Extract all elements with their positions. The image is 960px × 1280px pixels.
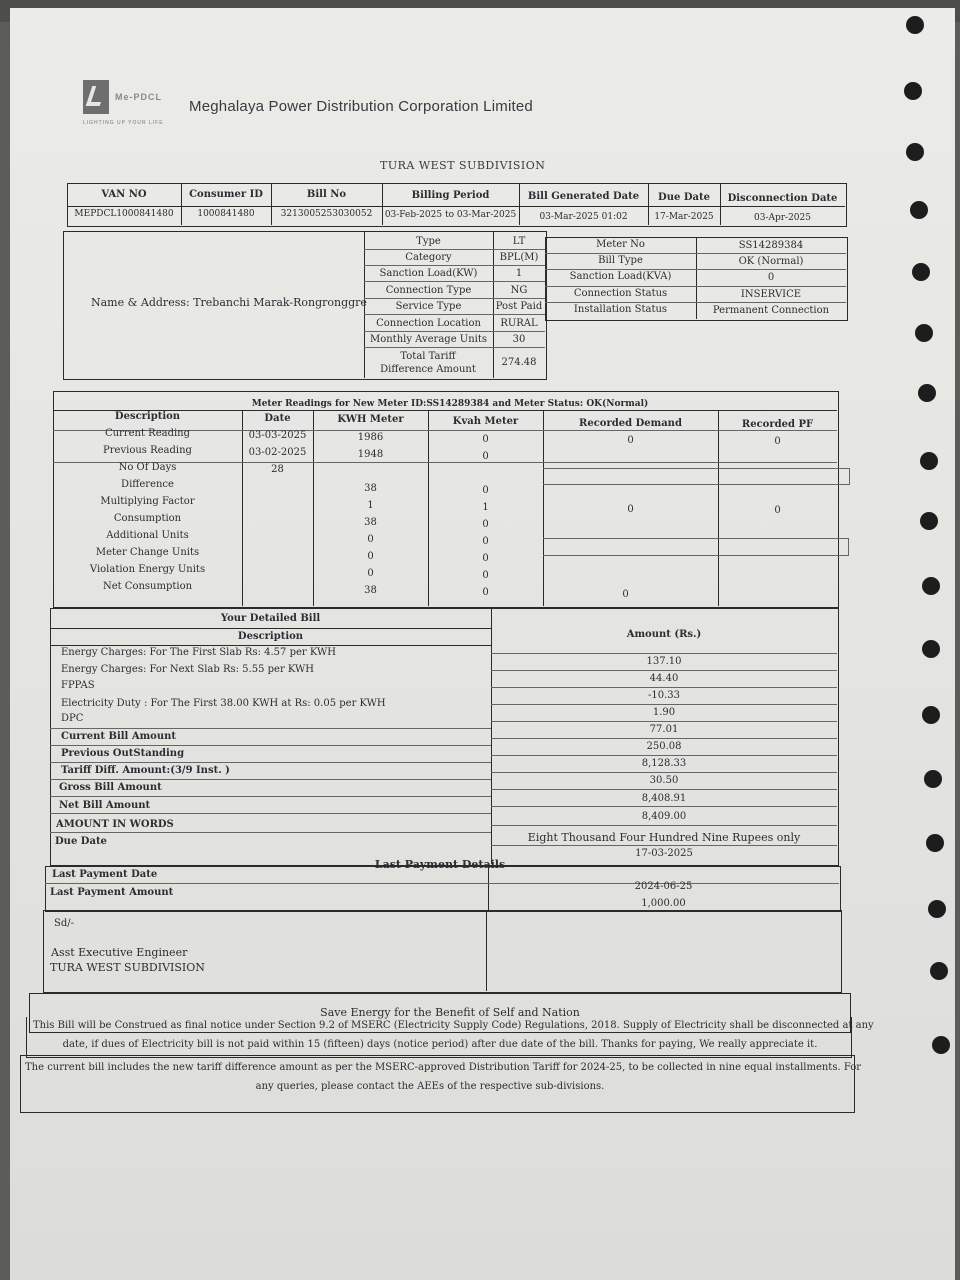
meter-row-desc: Meter Change Units (95, 547, 200, 558)
meter-info-value: 0 (767, 272, 775, 283)
meter-row-desc: No Of Days (118, 462, 177, 473)
bill-line-label: Net Bill Amount (59, 800, 151, 811)
meter-col-header: Date (264, 413, 291, 424)
meter-row-kvah: 0 (482, 485, 489, 496)
meter-row-date: 03-03-2025 (248, 430, 307, 441)
bill-due-date-label: Due Date (55, 836, 107, 847)
meter-row-kvah: 0 (482, 519, 489, 530)
meter-row-demand: 0 (627, 504, 634, 515)
punch-hole (920, 452, 938, 470)
connection-value: Post Paid (495, 301, 543, 312)
last-payment-date-label: Last Payment Date (52, 869, 158, 880)
name-address-label: Name & Address: (91, 296, 190, 309)
bill-line-label: Current Bill Amount (61, 731, 176, 742)
punch-hole (922, 577, 940, 595)
punch-hole (930, 962, 948, 980)
account-header: Disconnection Date (727, 193, 838, 204)
meter-readings-title: Meter Readings for New Meter ID:SS14289384 and Meter Status: OK(Normal) (251, 399, 649, 409)
bill-amount-header: Amount (Rs.) (626, 629, 702, 640)
meter-info-value: SS14289384 (738, 240, 804, 251)
punch-hole (926, 834, 944, 852)
meter-row-kvah: 0 (482, 570, 489, 581)
connection-label: Total Tariff Difference Amount (380, 351, 476, 375)
meter-col-header: Kvah Meter (452, 416, 519, 427)
meter-row-kwh: 38 (364, 517, 377, 528)
last-payment-title: Last Payment Details (374, 858, 506, 871)
meter-col-header: KWH Meter (337, 414, 404, 425)
account-header: Consumer ID (189, 189, 263, 200)
meter-info-value: INSERVICE (740, 289, 802, 300)
meter-info-label: Meter No (596, 239, 645, 250)
bill-description-header: Description (237, 631, 304, 642)
meter-row-pf: 0 (774, 436, 781, 447)
meter-row-kwh: 38 (364, 483, 377, 494)
punch-hole (910, 201, 928, 219)
bill-line-label: Previous OutStanding (61, 748, 185, 759)
consumer-name: Trebanchi Marak-Rongronggre (193, 296, 367, 309)
bill-line-amount: 8,408.91 (641, 793, 687, 804)
name-address (91, 296, 367, 309)
connection-label: Service Type (395, 301, 462, 312)
account-header: VAN NO (101, 189, 147, 200)
meter-col-header: Recorded Demand (579, 418, 682, 429)
bill-line-label: Tariff Diff. Amount:(3/9 Inst. ) (61, 765, 230, 776)
tariff-notice-line-2: any queries, please contact the AEEs of the respective sub-divisions. (255, 1081, 605, 1092)
signature-designation: Asst Executive Engineer (51, 946, 188, 959)
meter-info-value: Permanent Connection (712, 305, 830, 316)
meter-row-date: 28 (271, 464, 284, 475)
meter-row-desc: Previous Reading (103, 445, 192, 456)
bill-due-date: 17-03-2025 (635, 848, 693, 859)
bill-number: 3213005253030052 (280, 209, 373, 219)
meter-row-desc: Difference (121, 479, 174, 490)
lightning-icon (83, 80, 109, 114)
bill-line-amount: 250.08 (646, 741, 682, 752)
punch-hole (920, 512, 938, 530)
connection-value: 30 (512, 334, 526, 345)
bill-line-label: Energy Charges: For The First Slab Rs: 4.57 per KWH (61, 647, 336, 658)
connection-label: Type (416, 236, 441, 247)
logo-abbreviation: Me-PDCL (115, 92, 162, 102)
disconnection-date: 03-Apr-2025 (753, 213, 811, 223)
last-payment-date: 2024-06-25 (634, 881, 693, 892)
meter-row-kwh: 1 (367, 500, 374, 511)
meter-row-desc: Current Reading (104, 428, 191, 439)
connection-label: Connection Type (385, 285, 472, 296)
bill-line-amount: 30.50 (649, 775, 679, 786)
meter-row-kvah: 0 (482, 587, 489, 598)
meter-info-label: Bill Type (598, 255, 643, 266)
account-header: Bill No (306, 189, 347, 200)
account-header: Bill Generated Date (527, 191, 640, 202)
bill-line-amount: 8,409.00 (641, 811, 687, 822)
connection-label: Connection Location (376, 318, 481, 329)
meter-info-label: Sanction Load(KVA) (569, 271, 672, 282)
meter-row-kwh: 38 (364, 585, 377, 596)
punch-hole (904, 82, 922, 100)
bill-line-label: Gross Bill Amount (59, 782, 162, 793)
meter-row-kvah: 0 (482, 536, 489, 547)
meter-row-desc: Multiplying Factor (100, 496, 195, 507)
bill-line-amount: -10.33 (647, 690, 680, 701)
meter-row-desc: Consumption (113, 513, 182, 524)
meter-row-kwh: 0 (367, 551, 374, 562)
company-logo (83, 80, 183, 126)
company-name: Meghalaya Power Distribution Corporation Limited (189, 98, 533, 115)
meter-col-header: Description (114, 411, 181, 422)
connection-value: 274.48 (501, 357, 537, 368)
legal-notice-line-2: date, if dues of Electricity bill is not paid within 15 (fifteen) days (notice period) after due date of the bill. Thanks for paying, We really appreciate it. (62, 1039, 818, 1050)
van-number: MEPDCL1000841480 (74, 209, 174, 219)
bill-line-amount: 77.01 (649, 724, 679, 735)
bill-line-amount: 1.90 (652, 707, 676, 718)
amount-in-words-label: AMOUNT IN WORDS (56, 819, 174, 830)
meter-row-demand: 0 (622, 589, 629, 600)
punch-hole (932, 1036, 950, 1054)
meter-row-date: 03-02-2025 (248, 447, 307, 458)
account-header: Billing Period (411, 190, 490, 201)
bill-line-label: DPC (61, 713, 84, 724)
amount-in-words: Eight Thousand Four Hundred Nine Rupees only (527, 831, 801, 844)
meter-row-demand: 0 (627, 435, 634, 446)
bill-line-amount: 44.40 (649, 673, 679, 684)
punch-hole (918, 384, 936, 402)
meter-info-value: OK (Normal) (738, 256, 804, 267)
meter-row-kvah: 0 (482, 553, 489, 564)
meter-col-header: Recorded PF (741, 419, 814, 430)
punch-hole (924, 770, 942, 788)
meter-row-desc: Additional Units (106, 530, 189, 541)
meter-row-kwh: 1948 (357, 449, 384, 460)
meter-row-kwh: 1986 (357, 432, 384, 443)
meter-row-kwh: 0 (367, 534, 374, 545)
connection-value: BPL(M) (499, 252, 539, 263)
legal-notice-line-1: This Bill will be Construed as final notice under Section 9.2 of MSERC (Electricity Supply Code) Regulations, 2018. Supply of Electricity shall be disconnected at any (33, 1020, 874, 1031)
meter-row-kvah: 0 (482, 451, 489, 462)
billing-period: 03-Feb-2025 to 03-Mar-2025 (384, 210, 517, 220)
subdivision-title: TURA WEST SUBDIVISION (380, 159, 546, 172)
meter-row-kvah: 1 (482, 502, 489, 513)
meter-row-kvah: 0 (482, 434, 489, 445)
connection-label: Monthly Average Units (369, 334, 488, 345)
meter-row-desc: Violation Energy Units (89, 564, 206, 575)
punch-hole (912, 263, 930, 281)
connection-value: LT (512, 236, 526, 247)
connection-value: NG (510, 285, 528, 296)
logo-tagline: LIGHTING UP YOUR LIFE (83, 120, 164, 126)
bill-line-label: Energy Charges: For Next Slab Rs: 5.55 per KWH (61, 664, 315, 675)
signature-sd: Sd/- (54, 918, 74, 929)
account-header: Due Date (658, 192, 710, 203)
bill-line-amount: 137.10 (646, 656, 682, 667)
bill-line-label: Electricity Duty : For The First 38.00 KWH at Rs: 0.05 per KWH (61, 698, 386, 709)
consumer-id: 1000841480 (197, 209, 255, 219)
punch-hole (922, 640, 940, 658)
bill-line-amount: 8,128.33 (641, 758, 687, 769)
tariff-notice-line-1: The current bill includes the new tariff difference amount as per the MSERC-approved Distribution Tariff for 2024-25, to be collected in nine equal installments. For (25, 1062, 862, 1073)
energy-slogan: Save Energy for the Benefit of Self and Nation (320, 1006, 580, 1019)
punch-hole (906, 143, 924, 161)
bill-line-label: FPPAS (61, 680, 95, 691)
signature-office: TURA WEST SUBDIVISION (50, 961, 205, 974)
meter-info-label: Installation Status (573, 304, 668, 315)
connection-label: Sanction Load(KW) (379, 268, 478, 279)
connection-value: 1 (515, 268, 523, 279)
bill-generated-date: 03-Mar-2025 01:02 (539, 212, 628, 222)
meter-row-desc: Net Consumption (102, 581, 193, 592)
meter-info-label: Connection Status (573, 288, 668, 299)
meter-row-kwh: 0 (367, 568, 374, 579)
punch-hole (928, 900, 946, 918)
punch-hole (906, 16, 924, 34)
punch-hole (915, 324, 933, 342)
detailed-bill-title: Your Detailed Bill (220, 613, 321, 624)
last-payment-amount: 1,000.00 (641, 898, 686, 909)
last-payment-amount-label: Last Payment Amount (50, 887, 174, 898)
punch-hole (922, 706, 940, 724)
due-date: 17-Mar-2025 (654, 212, 714, 222)
connection-label: Category (405, 252, 452, 263)
connection-value: RURAL (500, 318, 538, 329)
meter-row-pf: 0 (774, 505, 781, 516)
